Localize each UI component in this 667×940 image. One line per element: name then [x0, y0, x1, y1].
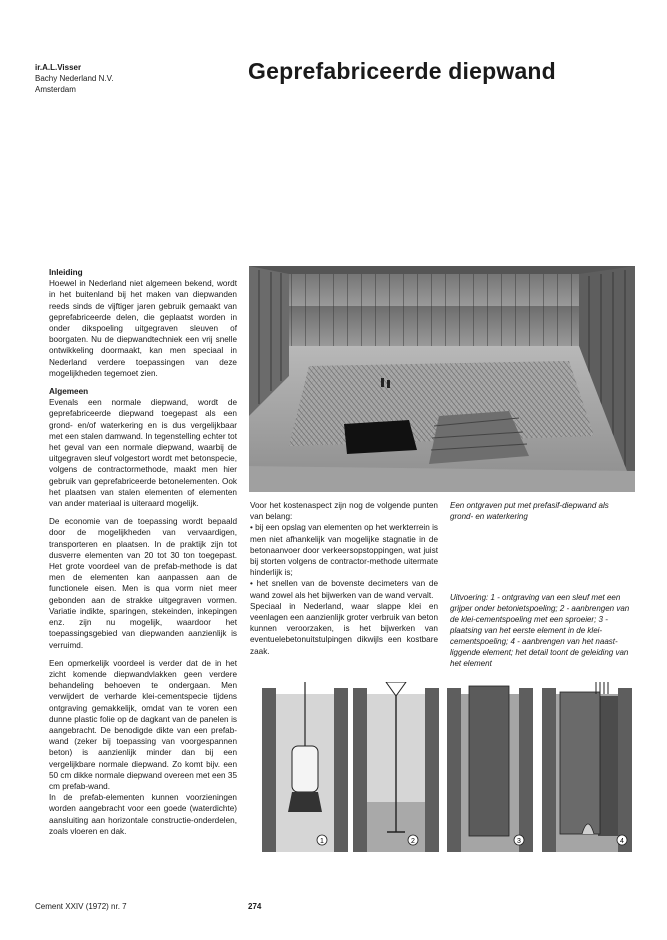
paragraph-economie: De economie van de toepassing wordt bepaald door de mogelijkheden van vervaardigen, transporteren en plaatsen. In de praktijk zijn tot dusverre elementen van 20 tot 30 ton toegepast. Het grote voordeel van de prefab-methode is dat men de elementen kan aanpassen aan de functionele eisen. Men is qua vorm niet meer gebonden aan de strakke uitgegraven vormen. Variatie indikte, sparingen, stekeinden, inkepingen enz. zijn nu mogelijk, waardoor het toepassingsgebied van diepwanden aanzienlijk is verruimd.	[49, 517, 237, 650]
paragraph-nederland: Speciaal in Nederland, waar slappe klei en veenlagen een aanzienlijk groter verbruik van beton kunnen veroorzaken, is het bijwerken van eventuelebetonuitstulpingen dikwijls een kostbare zaak.	[250, 601, 438, 656]
page-number: 274	[248, 902, 262, 911]
bullet-snellen: • het snellen van de bovenste decimeters van de wand zowel als het bijwerken van de wand vervalt.	[250, 579, 438, 600]
author-company: Bachy Nederland N.V.	[35, 74, 114, 83]
paragraph-algemeen: Evenals een normale diepwand, wordt de geprefabriceerde diepwand toegepast als een grond- en/of waterkering en is dus vergelijkbaar met een stalen damwand. In tegenstelling echter tot het geval van een normale diepwand, waarbij de uitgegraven sleuf volgestort wordt met betonspecie, volgens de contractormethode, maakt men hier gebruik van geprefabriceerde betonelementen. Ook het plaatsen van stalen elementen of elementen van ander materiaal is uiteraard mogelijk.	[49, 398, 237, 509]
section-heading-algemeen: Algemeen	[49, 387, 89, 397]
diagram-number-2: 2	[411, 838, 415, 845]
diagram-4-adjacent-element	[542, 682, 632, 852]
paragraph-inleiding: Hoewel in Nederland niet algemeen bekend, wordt in het buitenland bij het maken van diepwanden reeds sinds de vijftiger jaren gebruik gemaakt van geprefabriceerde delen, die geplaatst worden in onder dikspoeling uitgegraven sleuven of boorgaten. Nu de diepwandtechniek een vrij snelle ontwikkeling doormaakt, kan men speciaal in Nederland verdere toepassingen van deze mogelijkheden tegemoet zien.	[49, 279, 237, 378]
middle-text-column	[250, 500, 438, 657]
article-title: Geprefabriceerde diepwand	[248, 58, 556, 84]
author-block	[35, 62, 113, 95]
paragraph-aansluiting: In de prefab-elementen kunnen voorzieningen worden aangebracht voor een goede (waterdichte) aansluiting aan horizontale constructie-onderdelen, zoals vloeren en dak.	[49, 793, 237, 836]
section-heading-inleiding: Inleiding	[49, 268, 83, 277]
journal-reference: Cement XXIV (1972) nr. 7	[35, 902, 127, 911]
author-name: ir.A.L.Visser	[35, 63, 82, 72]
diagram-number-3: 3	[517, 838, 521, 845]
diagram-caption: Uitvoering: 1 - ontgraving van een sleuf met een grijper onder betonietspoeling; 2 - aanbrengen van de klei-cementspoeling met een sproeier; 3 - plaatsing van het eerste element in de klei-cementspoeling; 4 - aanbrengen van het naast-liggende element; het detail toont de geleiding van het element	[450, 593, 630, 668]
paragraph-voordeel: Een opmerkelijk voordeel is verder dat de in het zicht komende diepwandvlakken geen verdere behandeling behoeven te ondergaan. Men verwijdert de verharde klei-cementspecie tijdens ontgraving gemakkelijk, omdat van te voren een dunne plastic folie op de dagkant van de panelen is aangebracht. De benodigde dikte van een prefab-wand (zeker bij toepassing van voorgespannen beton) is aanzienlijk minder dan bij een vergelijkbare normale diepwand. Zo komt bijv. een 50 cm dikke normale diepwand overeen met een 35 cm prefab-wand.	[49, 658, 237, 791]
left-text-column	[49, 267, 237, 844]
diagram-number-4: 4	[620, 838, 624, 845]
paragraph-kostenaspect: Voor het kostenaspect zijn nog de volgende punten van belang:	[250, 501, 438, 522]
photo-caption: Een ontgraven put met prefasif-diepwand als grond- en waterkering	[450, 501, 609, 521]
author-city: Amsterdam	[35, 85, 76, 94]
diagram-2-spraying	[353, 682, 439, 852]
construction-pit-photo	[249, 266, 635, 492]
bullet-opslag: • bij een opslag van elementen op het werkterrein is men niet afhankelijk van mogelijke stagnatie in de betonaanvoer door verkeersopstoppingen, wat juist bij storten volgens de contractor-methode uitermate hinderlijk is;	[250, 523, 438, 578]
diagram-1-excavation	[262, 682, 348, 852]
diagram-3-first-element	[447, 682, 533, 852]
diagram-number-1: 1	[320, 838, 324, 845]
